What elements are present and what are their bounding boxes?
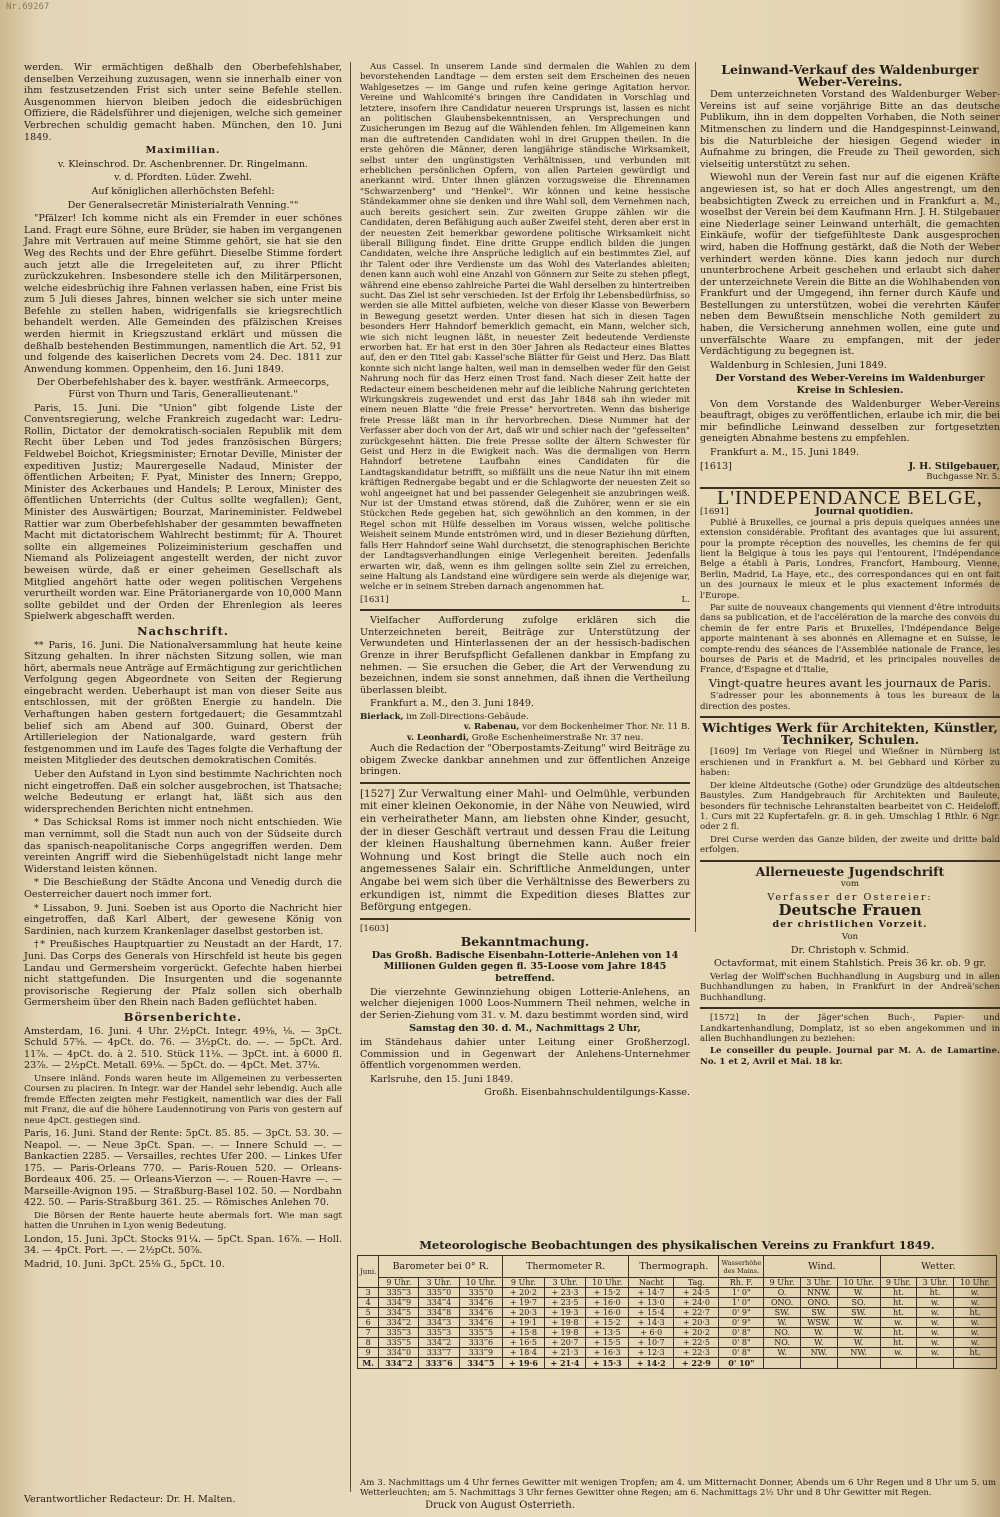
meteo-subheader: 10 Uhr.: [837, 1278, 880, 1288]
meteo-subheader: Nacht: [629, 1278, 674, 1288]
meteo-mean-cell: 0' 10": [719, 1358, 764, 1369]
meteo-cell: + 14·7: [629, 1288, 674, 1298]
architect-ad-p2: Drei Curse werden das Ganze bilden, der zweite und dritte bald erfolgen.: [700, 834, 1000, 856]
meteo-cell: W.: [837, 1338, 880, 1348]
meteo-cell: ht.: [953, 1308, 996, 1318]
meteo-cell: + 22·7: [674, 1308, 719, 1318]
meteo-cell: ht.: [953, 1348, 996, 1358]
meteo-cell: w.: [953, 1338, 996, 1348]
meteo-cell: w.: [953, 1318, 996, 1328]
column-rule-left: [350, 62, 351, 1492]
meteo-subheader: 9 Uhr.: [764, 1278, 801, 1288]
decree-text: werden. Wir ermächtigen deßhalb den Oberbefehlshaber, denselben Verzeihung zuzusagen, wenn sie innerhalb einer von ihm festzusetzenden Frist sich unter seine Befehle stellen. Ausgenommen hiervon bleiben jedoch die eidesbrüchigen Offiziere, die Rädelsführer und diejenigen, welche sich gemeiner Verbrechen schuldig gemacht haben. München, den 10. Juni 1849.: [24, 62, 342, 143]
meteo-subheader: 10 Uhr.: [586, 1278, 629, 1288]
column-middle: [360, 62, 690, 1099]
meteo-subheader: 10 Uhr.: [953, 1278, 996, 1288]
meteo-row: [358, 1308, 997, 1318]
weaver-ad-p3: Von dem Vorstande des Waldenburger Weber-Vereins beauftragt, obiges zu veröffentlichen, erlaube ich mir, die bei mir befindliche Leinwand desselben zur fortgesetzten geneigten Abnahme bestens zu empfehlen.: [700, 398, 1000, 445]
youth-book-writer: Dr. Christoph v. Schmid.: [790, 944, 910, 956]
meteo-mean-cell: + 15·3: [586, 1358, 629, 1369]
meteo-cell: 0' 8": [719, 1348, 764, 1358]
meteo-cell: + 22·5: [674, 1338, 719, 1348]
lottery-date: Samstag den 30. d. M., Nachmittags 2 Uhr,: [409, 1023, 641, 1035]
meteo-subheader: 9 Uhr.: [880, 1278, 917, 1288]
youth-book-publisher: Verlag der Wolff'schen Buchhandlung in Augsburg und in allen Buchhandlungen zu haben, in Frankfurt in der Andreä'schen Buchhandlung.: [700, 971, 1000, 1003]
meteo-mean-cell: + 21·4: [544, 1358, 586, 1369]
signer-rabenau-addr: vor dem Bockenheimer Thor. Nr. 11 B.: [522, 722, 690, 733]
independance-title: L'INDEPENDANCE BELGE,: [717, 486, 983, 509]
lyon-news: Ueber den Aufstand in Lyon sind bestimmte Nachrichten noch nicht eingetroffen. Daß ein solcher ausgebrochen, ist Thatsache; welche Bedeutung er erlangt hat, läßt sich aus den widersprechenden Berichten nicht entnehmen.: [24, 769, 342, 815]
meteo-cell: SW.: [764, 1308, 801, 1318]
meteo-cell: 8: [358, 1338, 379, 1348]
meteo-mean-cell: [837, 1358, 880, 1369]
meteo-header-thermograph: Thermograph.: [629, 1256, 719, 1278]
meteo-cell: 0' 8": [719, 1338, 764, 1348]
meteo-subheader: 3 Uhr.: [544, 1278, 586, 1288]
meteo-mean-cell: [880, 1358, 917, 1369]
donation-appeal: Vielfacher Aufforderung zufolge erklären sich die Unterzeichneten bereit, Beiträge zur Unterstützung der Verwundeten und Hinterlassenen der an der hessisch-badischen Grenze in ihrer Berufspflicht Gefallenen dankbar in Empfang zu nehmen. — Sie ersuchen die Geber, die Art der Verwendung zu bezeichnen, indem sie sonst annehmen, daß ihnen die Vertheilung überlassen bleibt.: [360, 615, 690, 696]
meteo-cell: SW.: [800, 1308, 837, 1318]
page-mark: Nr.69267: [6, 2, 50, 12]
meteo-cell: + 15·2: [586, 1318, 629, 1328]
meteo-cell: + 6·0: [629, 1328, 674, 1338]
meteo-cell: NO.: [764, 1328, 801, 1338]
lottery-ref: [1603]: [360, 923, 389, 934]
lisbon-news: * Lissabon, 9. Juni. Soeben ist aus Oporto die Nachricht hier eingetroffen, daß Karl Albert, der gewesene König von Sardinien, nach kurzem Krankenlager daselbst gestorben ist.: [24, 902, 342, 937]
meteo-subheader: 3 Uhr.: [917, 1278, 954, 1288]
meteo-mean-cell: + 19·6: [503, 1358, 545, 1369]
meteo-cell: 334‴8: [419, 1308, 459, 1318]
weaver-ad-merchant: J. H. Stilgebauer,: [908, 460, 1000, 472]
meteo-mean-cell: + 14·2: [629, 1358, 674, 1369]
meteo-cell: W.: [837, 1318, 880, 1328]
meteo-cell: + 20·2: [503, 1288, 545, 1298]
divider: [360, 782, 690, 784]
meteo-cell: 335‴5: [379, 1338, 419, 1348]
meteo-row: [358, 1348, 997, 1358]
meteo-cell: + 16·5: [503, 1338, 545, 1348]
cassel-article: Aus Cassel. In unserem Lande sind dermalen die Wahlen zu dem bevorstehenden Landtage — dem ersten seit dem Erscheinen des neuen Wahlgesetzes — im Gange und rufen keine geringe Agitation hervor. Vereine und Wahlcomité's bringen ihre Candidaten in Vorschlag und letztere, insofern ihre Candidatur neueren Ursprungs ist, lassen es nicht an politischen Glaubensbekenntnissen, an Versprechungen und Zusicherungen im Bezug auf die Wählenden fehlen. Im Allgemeinen kann man die auftretenden Candidaten wohl in drei Gruppen theilen. In die erste gehören die Männer, deren langjährige ständische Wirksamkeit, selbst unter den ungünstigsten Verhältnissen, und verbunden mit erheblichen persönlichen Opfern, von allen Parteien gewürdigt und anerkannt wird. Unter ihnen glänzen vorzugsweise die Ehrennamen "Schwarzenberg" und "Henkel". Wir können und keine hessische Ständekammer ohne sie denken und ihre Wahl soll, dem Vernehmen nach, auch bereits gesichert sein. Zur zweiten Gruppe zählen wir die Candidaten, deren Befähigung auch außer Zweifel steht, deren aber erst in der neuesten Zeit bemerkbar gewordene politische Wirksamkeit nicht überall Billigung findet. Eine dritte Gruppe endlich bilden die jungen Candidaten, welche ihre Ansprüche lediglich auf ein bestimmtes Ziel, auf ihr Talent oder ihre Verdienste um das Wohl des Vaterlandes ableiten; denen kann auch wohl eine Anzahl von Gönnern zur Seite zu stehen pflegt, während eine ebenso zahlreiche Partei die Wahl derselben zu hintertreiben sucht. Das Ziel ist sehr verschieden. Ist der Erfolg ihr Lebensbedürfniss, so werden sie alle Mittel aufbieten, welche von dieser Klasse von Bewerbern in Bewegung gesetzt werden. Unter diesen hat sich in diesen Tagen besonders Herr Hahndorf bemerklich gemacht, ein Mann, welcher sich, wie sich nicht leugnen läßt, in neuester Zeit bedeutende Verdienste erworben hat. Er hat erst in den 30er Jahren als Redacteur eines Blattes auf, den er den Titel gab: Kassel'sche Blätter für Geist und Herz. Das Blatt konnte sich nicht lange halten, weil man in demselben weder für den Geist Nahrung noch für das Herz einen Trost fand. Nach dieser Zeit hatte der Redacteur einem bescheidenen mehr auf die leibliche Nahrung gerichteten Wirkungskreis zugewendet und erst das Jahr 1848 sah ihn wieder mit einem neuen Blatte "die freie Presse" hervortreten. Wenn das bisherige freie Presse läßt man in ihr hervorbrechen. Diese Nummer hat der Verfasser aber doch von der Art, daß wir und schier nach der "gefesselten" zurückgesehnt hätten. Die freie Presse sollte der ältern Schwester für Geist und Herz in die Ewigkeit nach. Was die dermaligen von Herrn Hahndorf betretene Laufbahn eines Candidaten für die Landtagskandidatur betrifft, so mißfällt uns die neue Natur ihn mit einem kräftigen Rednergabe begabt und er die Schlagworte der neuesten Zeit so wohl angeeignet hat und bei passender Gelegenheit sie anzubringen weiß. Nur ist der Umstand etwas störend, daß die Zuhörer, wenn er sie ein Stückchen Rede gegeben hat, sich gewöhnlich an den kommen, in der Regel schon mit Hülfe desselben im Voraus wissen, welche politische Weisheit seinem Munde entströmen wird, und in dieser Beziehung dürften, falls Herr Hahndorf seine Wahl durchsetzt, die stenographischen Berichte der Landtagsverhandlungen einige Verlegenheit bereiten. Jedenfalls erwarten wir, daß, wenn es ihm gelingen sollte sein Ziel zu erreichen, seine Haltung als Landstand eine würdigere sein werde als diejenige war, welche er in seinem Streben darnach angenommen hat.: [360, 62, 690, 593]
weaver-ad-p1: Dem unterzeichneten Vorstand des Waldenburger Weber-Vereins ist auf seine vorjährige Bitte an das deutsche Publikum, ihn in dem doppelten Vorhaben, die Noth seiner Mitmenschen zu lindern und die Handgespinnst-Leinwand, bis die Naturbleiche der hiesigen Gegend wieder in Aufnahme zu bringen, die Freude zu Theil geworden, sich vielseitig unterstützt zu sehen.: [700, 89, 1000, 170]
meteo-cell: w.: [953, 1328, 996, 1338]
meteo-cell: 1' 0": [719, 1288, 764, 1298]
meteo-cell: + 16·3: [586, 1348, 629, 1358]
meteo-cell: 334‴4: [419, 1298, 459, 1308]
youth-book-subtitle: der christlichen Vorzeit.: [772, 918, 928, 930]
weaver-ad-address: Buchgasse Nr. 5.: [926, 472, 1000, 483]
meteo-header-weather: Wetter.: [880, 1256, 996, 1278]
meteo-cell: 333‴6: [459, 1338, 503, 1348]
meteo-cell: SO.: [837, 1298, 880, 1308]
meteo-cell: 5: [358, 1308, 379, 1318]
independance-p3: S'adresser pour les abonnements à tous les bureaux de la direction des postes.: [700, 691, 1000, 712]
meteo-cell: w.: [917, 1298, 954, 1308]
youth-book-vom: vom: [840, 879, 860, 890]
meteo-cell: + 19·1: [503, 1318, 545, 1328]
proclamation-text: "Pfälzer! Ich komme nicht als ein Fremder in euer schönes Land. Fragt eure Söhne, eure Brüder, sie haben im vergangenen Jahre mit Vertrauen auf meine Stimme gehört, sie hat sie den Weg des Rechts und der Ehre geführt. Dieselbe Stimme fordert auch jetzt alle die Irregeleiteten auf, zu ihrer Pflicht zurückzukehren. Insbesondere stelle ich den Militärpersonen, welche eidesbrüchig ihre Fahnen verlassen haben, eine Frist bis zum 5 Juli dieses Jahres, binnen welcher sie sich unter meine Befehle zu stellen haben, widrigenfalls sie kriegsrechtlich behandelt werden. Alle Gemeinden des pfälzischen Kreises werden hiermit in Kriegszustand erklärt und müssen die deßhalb bestehenden Bestimmungen, namentlich die Art. 52, 91 und folgende des kaiserlichen Decrets vom 24. Dec. 1811 zur Anwendung kommen. Oppenheim, den 16. Juni 1849.: [24, 213, 342, 375]
meteo-cell: + 19·8: [544, 1318, 586, 1328]
meteo-cell: 0' 8": [719, 1328, 764, 1338]
meteo-cell: 335‴3: [379, 1328, 419, 1338]
lottery-place: Karlsruhe, den 15. Juni 1849.: [370, 1073, 514, 1085]
meteo-cell: 335‴0: [459, 1288, 503, 1298]
meteo-cell: + 23·3: [544, 1288, 586, 1298]
meteorological-table: [357, 1238, 997, 1476]
meteo-mean-cell: [764, 1358, 801, 1369]
meteo-cell: 335‴3: [419, 1328, 459, 1338]
meteo-cell: + 24·0: [674, 1298, 719, 1308]
meteo-cell: W.: [764, 1348, 801, 1358]
meteo-mean-cell: [917, 1358, 954, 1369]
meteo-cell: 334‴9: [379, 1298, 419, 1308]
paris-article: Paris, 15. Juni. Die "Union" gibt folgende Liste der Conventsregierung, welche Frankreich zugedacht war: Ledru-Rollin, Dictator der demokratisch-socialen Republik mit dem Recht über Leben und Tod jedes französischen Bürgers; Feldwebel Boichot, Kriegsminister; Ernotar Deville, Minister der expeditiven Justiz; Maurergeselle Nadaud, Minister der öffentlichen Arbeiten; F. Pyat, Minister des Innern; Greppo, Minister des Ackerbaues und Handels; P. Leroux, Minister des öffentlichen Unterrichts (der Cultus sollte wegfallen); Gent, Minister des Auswärtigen; Bourzat, Marineminister. Feldwebel Rattier war zum Oberbefehlshaber der gesammten bewaffneten Macht mit dictatorischem Wahlrecht bestimmt; für A. Thouret sollte ein allgemeines Polizeiministerium geschaffen und Niemand als Polizeiagent angestellt werden, der nicht zuvor beweisen würde, daß er einer geheimen Gesellschaft als Mitglied angehört hatte oder wegen politischen Vergehens verurtheilt worden war. Eine Prätorianergarde von 10,000 Mann sollte gebildet und der Orden der Ehrenlegion als leeres Spielwerk abgeschafft werden.: [24, 402, 342, 623]
meteo-cell: + 18·4: [503, 1348, 545, 1358]
architect-ad-p1: [1609] Im Verlage von Riegel und Wießner in Nürnberg ist erschienen und in Frankfurt a. M. bei Gebhard und Körber zu haben:: [700, 747, 1000, 779]
youth-book-von: Von: [841, 932, 859, 943]
meteo-subheader: 10 Uhr.: [459, 1278, 503, 1288]
paris-exchange-note: Die Börsen der Rente hauerte heute abermals fort. Wie man sagt hatten die Unruhen in Lyon wenig Bedeutung.: [24, 1211, 342, 1232]
meteo-cell: W.: [764, 1318, 801, 1328]
meteo-cell: ht.: [880, 1308, 917, 1318]
divider: [700, 716, 1000, 718]
meteo-subheader: 3 Uhr.: [419, 1278, 459, 1288]
nachschrift-heading: Nachschrift.: [137, 623, 229, 638]
meteo-cell: ht.: [917, 1288, 954, 1298]
weaver-ad-place2: Frankfurt a. M., 15. Juni 1849.: [710, 447, 860, 458]
meteo-cell: w.: [880, 1348, 917, 1358]
boersen-heading: Börsenberichte.: [123, 1009, 243, 1024]
meteo-cell: 3: [358, 1288, 379, 1298]
amsterdam-note: Unsere inländ. Fonds waren heute im Allgemeinen zu verbesserten Coursen zu placiren. In Integr. war der Handel sehr lebendig. Auch alle fremde Effecten zeigten mehr Festigkeit, namentlich war dies der Fall mit Franz, die auf die höhere Laudennotirung von Paris von gestern auf neue 4pCt. gestiegen sind.: [24, 1073, 342, 1126]
meteo-cell: NW.: [800, 1348, 837, 1358]
column-rule-right: [695, 62, 696, 932]
architect-ad-book: Der kleine Altdeutsche (Gothe) oder Grundzüge des altdeutschen Baustyles. Zum Handgebrauch für Architekten und Bauleute, besonders für technische Lehranstalten bearbeitet von C. Heideloff. 1. Curs mit 22 Kupfertafeln. gr. 8. in geh. Umschlag 1 Rthlr. 6 Ngr. oder 2 fl.: [700, 780, 1000, 833]
meteo-cell: 334‴6: [459, 1308, 503, 1318]
meteo-header-water: Wasserhöhe des Mains.: [719, 1256, 764, 1278]
meteo-cell: ht.: [880, 1338, 917, 1348]
jaeger-ad-p1: [1572] In der Jäger'schen Buch-, Papier- und Landkartenhandlung, Domplatz, ist so eben angekommen und in allen Buchhandlungen zu beziehen:: [700, 1013, 1000, 1044]
meteo-grid: [357, 1255, 997, 1369]
meteo-cell: W.: [800, 1338, 837, 1348]
meteo-row: [358, 1288, 997, 1298]
meteo-mean-cell: + 22·9: [674, 1358, 719, 1369]
meteo-cell: 4: [358, 1298, 379, 1308]
meteo-cell: + 20·7: [544, 1338, 586, 1348]
divider: [700, 860, 1000, 862]
meteo-cell: W.: [837, 1288, 880, 1298]
meteo-cell: w.: [917, 1318, 954, 1328]
meteo-mean-cell: 334‴5: [459, 1358, 503, 1369]
meteo-cell: 334‴6: [459, 1318, 503, 1328]
editor-line: Verantwortlicher Redacteur: Dr. H. Malten.: [24, 1494, 236, 1505]
meteo-cell: 334‴0: [379, 1348, 419, 1358]
meteo-cell: w.: [917, 1308, 954, 1318]
signer-leonhardi-addr: Große Eschenheimerstraße Nr. 37 neu.: [471, 732, 644, 743]
independance-p1: Publié à Bruxelles, ce journal a pris depuis quelques années une extension considérable. Profitant des avantages que lui assurent, pour la prompte réception des nouvelles, les chemins de fer qui lient la Belgique à tous les pays qui l'entourent, l'Indépendance Belge a établi à Paris, Londres, Francfort, Hambourg, Vienne, Berlin, Madrid, La Haye, etc., des correspondances qui en ont fait un des journaux le mieux et le plus exactement informés de l'Europe.: [700, 517, 1000, 601]
meteo-cell: WSW.: [800, 1318, 837, 1328]
youth-book-title: Allerneueste Jugendschrift: [755, 863, 945, 879]
meteo-cell: + 15·4: [629, 1308, 674, 1318]
meteo-subheader: 9 Uhr.: [379, 1278, 419, 1288]
mill-ad: [1527] Zur Verwaltung einer Mahl- und Oelmühle, verbunden mit einer kleinen Oekonomie, in der Nähe von Neuwied, wird ein verheiratheter Mann, am liebsten ohne Kinder, gesucht, der in dieser Geschäft vertraut und dessen Frau die Leitung der kleinen Haushaltung übernehmen kann. Außer freier Wohnung und Kost bringt die Stelle auch noch ein angemessenes Salair ein. Schriftliche Anmeldungen, unter Angabe bei wem sich über die Verhältnisse des Bewerbers zu erkundigen ist, nimmt die Expedition dieses Blattes zur Beförgung entgegen.: [360, 787, 690, 914]
lottery-text: Die vierzehnte Gewinnziehung obigen Lotterie-Anlehens, an welcher diejenigen 1000 Loos-Nummern Theil nehmen, welche in der Serien-Ziehung vom 31. v. M. dazu bestimmt worden sind, wird: [360, 986, 690, 1021]
meteo-cell: + 13·5: [586, 1328, 629, 1338]
meteo-note: Am 3. Nachmittags um 4 Uhr fernes Gewitter mit wenigen Tropfen; am 4. um Mitternacht Donner, Abends um 6 Uhr Regen und 8 Uhr um 5. um Wetterleuchten; am 5. Nachmittags 3 Uhr fernes Gewitter ohne Regen; am 6. Nachmittags 2½ Uhr und 8 Uhr Gewitter mit Regen.: [360, 1478, 996, 1499]
meteo-title: Meteorologische Beobachtungen des physikalischen Vereins zu Frankfurt 1849.: [419, 1238, 935, 1252]
lottery-tail: im Ständehaus dahier unter Leitung einer Großherzogl. Commission und in Gegenwart der Anlehens-Unternehmer öffentlich vorgenommen werden.: [360, 1036, 690, 1072]
paris-postscript: ** Paris, 16. Juni. Die Nationalversammlung hat heute keine Sitzung gehalten. In ihrer nächsten Sitzung sollen, wie man hört, abermals neue Anträge auf Ermächtigung zur gerichtlichen Verfolgung gegen Abgeordnete von Seiten der Regierung eingebracht werden. Ueberhaupt ist man von dieser Seite aus entschlossen, mit der größten Energie zu handeln. Die Verhaftungen haben gestern fortgedauert; die Gesammtzahl belief sich am Abend auf 300. Guinard, Oberst der Artillerielegion der Nationalgarde, ward gestern früh festgenommen und im Laufe des Tages folgte die Verhaftung der meisten Mitglieder des deutschen demokratischen Comités.: [24, 639, 342, 767]
meteo-cell: SW.: [837, 1308, 880, 1318]
meteo-cell: 0' 9": [719, 1308, 764, 1318]
meteo-cell: ht.: [880, 1288, 917, 1298]
meteo-cell: NO.: [764, 1338, 801, 1348]
meteo-row: [358, 1318, 997, 1328]
column-left: [24, 62, 342, 1482]
donation-tail: Auch die Redaction der "Oberpostamts-Zeitung" wird Beiträge zu obigem Zwecke dankbar annehmen und zur öffentlichen Anzeige bringen.: [360, 743, 690, 778]
signer-bierlack: Bierlack,: [360, 711, 404, 722]
lottery-title: Bekanntmachung.: [460, 934, 590, 950]
independance-highlight: Vingt-quatre heures avant les journaux de Paris.: [708, 675, 992, 690]
meteo-cell: 1' 0": [719, 1298, 764, 1308]
meteo-cell: 333‴9: [459, 1348, 503, 1358]
meteo-cell: NNW.: [800, 1288, 837, 1298]
independance-ref: [1691]: [700, 507, 729, 518]
meteo-row: [358, 1298, 997, 1308]
meteo-cell: 334‴3: [419, 1318, 459, 1328]
meteo-mean-cell: [800, 1358, 837, 1369]
meteo-cell: + 19·3: [544, 1308, 586, 1318]
meteo-cell: + 20·2: [674, 1328, 719, 1338]
meteo-cell: + 14·3: [629, 1318, 674, 1328]
divider: [360, 918, 690, 920]
meteo-subheader: Tag.: [674, 1278, 719, 1288]
meteo-cell: + 15·5: [586, 1338, 629, 1348]
column-right: [700, 62, 1000, 1132]
decree-signature: Maximilian.: [145, 145, 221, 157]
donation-place: Frankfurt a. M., den 3. Juni 1849.: [370, 698, 535, 710]
meteo-cell: ht.: [880, 1298, 917, 1308]
meteo-cell: NW.: [837, 1348, 880, 1358]
meteo-mean-cell: 334‴2: [379, 1358, 419, 1369]
meteo-cell: 333‴7: [419, 1348, 459, 1358]
independance-subtitle: Journal quotidien.: [815, 506, 914, 518]
meteo-cell: w.: [953, 1298, 996, 1308]
prussian-hq-news: †* Preußisches Hauptquartier zu Neustadt an der Hardt, 17. Juni. Das Corps des Generals von Hirschfeld ist heute bis gegen Landau und Germersheim vorgerückt. Gefechte haben hierbei nicht stattgefunden. Die Insurgenten und die sogenannte provisorische Regierung der Pfalz sollen sich oberhalb Germersheim über den Rhein nach Baden geflüchtet haben.: [24, 939, 342, 1009]
meteo-cell: + 16·0: [586, 1298, 629, 1308]
meteo-cell: + 22·3: [674, 1348, 719, 1358]
ancona-news: * Die Beschießung der Städte Ancona und Venedig durch die Oesterreicher dauert noch immer fort.: [24, 877, 342, 900]
meteo-row: [358, 1328, 997, 1338]
weaver-ad-signature: Der Vorstand des Weber-Vereins im Waldenburger Kreise in Schlesien.: [715, 373, 985, 397]
signer-bierlack-addr: im Zoll-Directions-Gebäude.: [406, 711, 529, 722]
meteo-cell: + 21·3: [544, 1348, 586, 1358]
meteo-header-thermometer: Thermometer R.: [503, 1256, 629, 1278]
decree-ministers: v. Kleinschrod. Dr. Aschenbrenner. Dr. Ringelmann.: [57, 158, 309, 170]
paris-exchange: Paris, 16. Juni. Stand der Rente: 5pCt. 85. 85. — 3pCt. 53. 30. — Neapol. —. — Neue 3pCt. Span. —. — Innere Schuld —. — Bankactien 2285. — Versailles, rechtes Ufer 200. — Linkes Ufer 175. — Paris-Orleans 770. — Paris-Rouen 520. — Orleans-Bordeaux 406. 25. — Orleans-Vierzon —. — Rouen-Havre —. — Marseille-Avignon 195. — Straßburg-Basel 102. 50. — Nordbahn 422. 50. — Paris-Straßburg 361. 25. — Römisches Anlehen 70.: [24, 1127, 342, 1209]
meteo-cell: w.: [880, 1318, 917, 1328]
youth-book-format: Octavformat, mit einem Stahlstich. Preis 36 kr. ob. 9 gr.: [714, 958, 986, 970]
madrid-exchange: Madrid, 10. Juni. 3pCt. 25⅛ G., 5pCt. 10.: [24, 1259, 225, 1271]
architect-ad-title: Wichtiges Werk für Architekten, Künstler, Techniker, Schulen.: [702, 720, 998, 747]
meteo-row: [358, 1338, 997, 1348]
youth-book-name: Deutsche Frauen: [778, 901, 922, 920]
meteo-cell: 335‴0: [419, 1288, 459, 1298]
meteo-cell: 334‴6: [459, 1298, 503, 1308]
weaver-ad-p2: Wiewohl nun der Verein fast nur auf die eigenen Kräfte angewiesen ist, so hat er doch Alles angestrengt, um den beabsichtigten Zweck zu erreichen und in Frankfurt a. M., woselbst der Verein bei dem Kaufmann Hrn. J. H. Stilgebauer eine Niederlage seiner Leinwand unterhält, die gemachten Einkäufe, wofür der tiefgefühlteste Dank ausgesprochen wird, haben die Hoffnung gestärkt, daß die Noth der Weber verhindert werden könne. Dies kann jedoch nur durch ununterbrochene Arbeit geschehen und erlaubt sich daher der unterzeichnete Verein die Bitte an die Wohlhabenden von Frankfurt und der Umgegend, ihn ferner durch Käufe und Bestellungen zu unterstützen, wobei die verehrten Käufer neben dem Bewußtsein menschliche Noth gemildert zu haben, die Versicherung annehmen wollen, eine gute und unverfälschte Waare zu empfangen, mit der jeder Verdächtigung zu begegnen ist.: [700, 172, 1000, 358]
signer-rabenau: v. Rabenau,: [463, 722, 520, 733]
meteo-mean-cell: 333‴6: [419, 1358, 459, 1369]
meteo-cell: ht.: [880, 1328, 917, 1338]
meteo-cell: 7: [358, 1328, 379, 1338]
meteo-header-wind: Wind.: [764, 1256, 880, 1278]
meteo-cell: + 24·5: [674, 1288, 719, 1298]
meteo-header-barometer: Barometer bei 0° R.: [379, 1256, 503, 1278]
divider: [360, 609, 690, 611]
meteo-cell: 9: [358, 1348, 379, 1358]
meteo-subheader: 3 Uhr.: [800, 1278, 837, 1288]
meteo-cell: 335‴5: [459, 1328, 503, 1338]
printer-line: Druck von August Osterrieth.: [425, 1500, 575, 1511]
meteo-cell: ONO.: [764, 1298, 801, 1308]
meteo-cell: w.: [917, 1348, 954, 1358]
meteo-cell: + 15·8: [503, 1328, 545, 1338]
meteo-subheader: Rh. F.: [719, 1278, 764, 1288]
youth-book-author: Verfasser der Ostereier:: [767, 891, 933, 903]
meteo-cell: 334‴2: [379, 1318, 419, 1328]
weaver-ad-title: Leinwand-Verkauf des Waldenburger Weber-Vereins.: [721, 62, 979, 89]
meteo-mean-row: [358, 1358, 997, 1369]
meteo-mean-cell: [953, 1358, 996, 1369]
weaver-ad-ref: [1613]: [700, 460, 732, 472]
meteo-cell: 335‴3: [379, 1288, 419, 1298]
meteo-cell: 0' 9": [719, 1318, 764, 1328]
london-exchange: London, 15. Juni. 3pCt. Stocks 91¼. — 5pCt. Span. 16⅞. — Holl. 34. — 4pCt. Port. —. — 2½pCt. 50⅞.: [24, 1233, 342, 1257]
meteo-cell: + 12·3: [629, 1348, 674, 1358]
meteo-cell: 6: [358, 1318, 379, 1328]
amsterdam-exchange: Amsterdam, 16. Juni. 4 Uhr. 2½pCt. Integr. 49⅛, ⅛. — 3pCt. Schuld 57⅝. — 4pCt. do. 76. — 3½pCt. do. —. — 5pCt. Ard. 11⅞. — 4pCt. do. à 2. 510. Stück 11⅛. — 3pCt. int. à 6000 fl. 23⅞. — 2½pCt. Metall. 69⅛. — 5pCt. do. — 4pCt. Met. 37⅛.: [24, 1025, 342, 1072]
meteo-header-day: Juni.: [358, 1256, 379, 1288]
meteo-cell: + 19·8: [544, 1328, 586, 1338]
weaver-ad-place: Waldenburg in Schlesien, Juni 1849.: [710, 359, 887, 371]
decree-secretary: Der Generalsecretär Ministerialrath Venning."": [67, 199, 299, 211]
jaeger-ad-book: Le conseiller du peuple. Journal par M. A. de Lamartine. No. 1 et 2, Avril et Mai. 18 kr.: [700, 1046, 1000, 1067]
meteo-cell: W.: [837, 1328, 880, 1338]
decree-ministers-2: v. d. Pfordten. Lüder. Zwehl.: [114, 172, 252, 184]
meteo-cell: + 10·7: [629, 1338, 674, 1348]
decree-order: Auf königlichen allerhöchsten Befehl:: [91, 185, 275, 197]
cassel-ref: [1631]: [360, 594, 389, 605]
meteo-cell: O.: [764, 1288, 801, 1298]
meteo-cell: 334‴5: [379, 1308, 419, 1318]
meteo-subheader: 9 Uhr.: [503, 1278, 545, 1288]
meteo-cell: + 20·3: [674, 1318, 719, 1328]
meteo-cell: ONO.: [800, 1298, 837, 1308]
meteo-cell: w.: [917, 1338, 954, 1348]
rome-news: * Das Schicksal Roms ist immer noch nicht entschieden. Wie man vernimmt, soll die Stadt nun auch von der Südseite durch das spanisch-neapolitanische Corps angegriffen werden. Dem vereinten Angriff wird die Siebenhügelstadt nicht lange mehr Widerstand leisten können.: [24, 817, 342, 875]
divider: [700, 1007, 1000, 1009]
lottery-subtitle: Das Großh. Badische Eisenbahn-Lotterie-Anlehen von 14 Millionen Gulden gegen fl. 35-Loose vom Jahre 1845 betreffend.: [371, 949, 679, 984]
meteo-cell: + 16·0: [586, 1308, 629, 1318]
meteo-cell: + 19·7: [503, 1298, 545, 1308]
meteo-mean-cell: M.: [358, 1358, 379, 1369]
meteo-cell: + 15·2: [586, 1288, 629, 1298]
meteo-cell: W.: [800, 1328, 837, 1338]
cassel-author: L.: [681, 594, 690, 605]
independance-p2: Par suite de nouveaux changements qui viennent d'être introduits dans sa publication, et de l'accélération de la marche des convois du chemin de fer entre Paris et Bruxelles, l'Indépendance Belge apporte maintenant à ses abonnés en Allemagne et en Suisse, le compte-rendu des séances de l'Assemblée nationale de France, les bourses de Paris et de Madrid, et les principales nouvelles de France, d'Espagne et d'Italie,: [700, 603, 1000, 676]
meteo-cell: w.: [917, 1328, 954, 1338]
lottery-signature: Großh. Eisenbahnschuldentilgungs-Kasse.: [484, 1087, 690, 1099]
meteo-cell: + 13·0: [629, 1298, 674, 1308]
meteo-cell: w.: [953, 1288, 996, 1298]
proclamation-signature: Der Oberbefehlshaber des k. bayer. westfränk. Armeecorps, Fürst von Thurn und Taris, Generallieutenant.": [36, 377, 330, 401]
meteo-cell: + 23·5: [544, 1298, 586, 1308]
meteo-cell: 334‴2: [419, 1338, 459, 1348]
meteo-cell: + 20·3: [503, 1308, 545, 1318]
signer-leonhardi: v. Leonhardi,: [406, 732, 470, 743]
